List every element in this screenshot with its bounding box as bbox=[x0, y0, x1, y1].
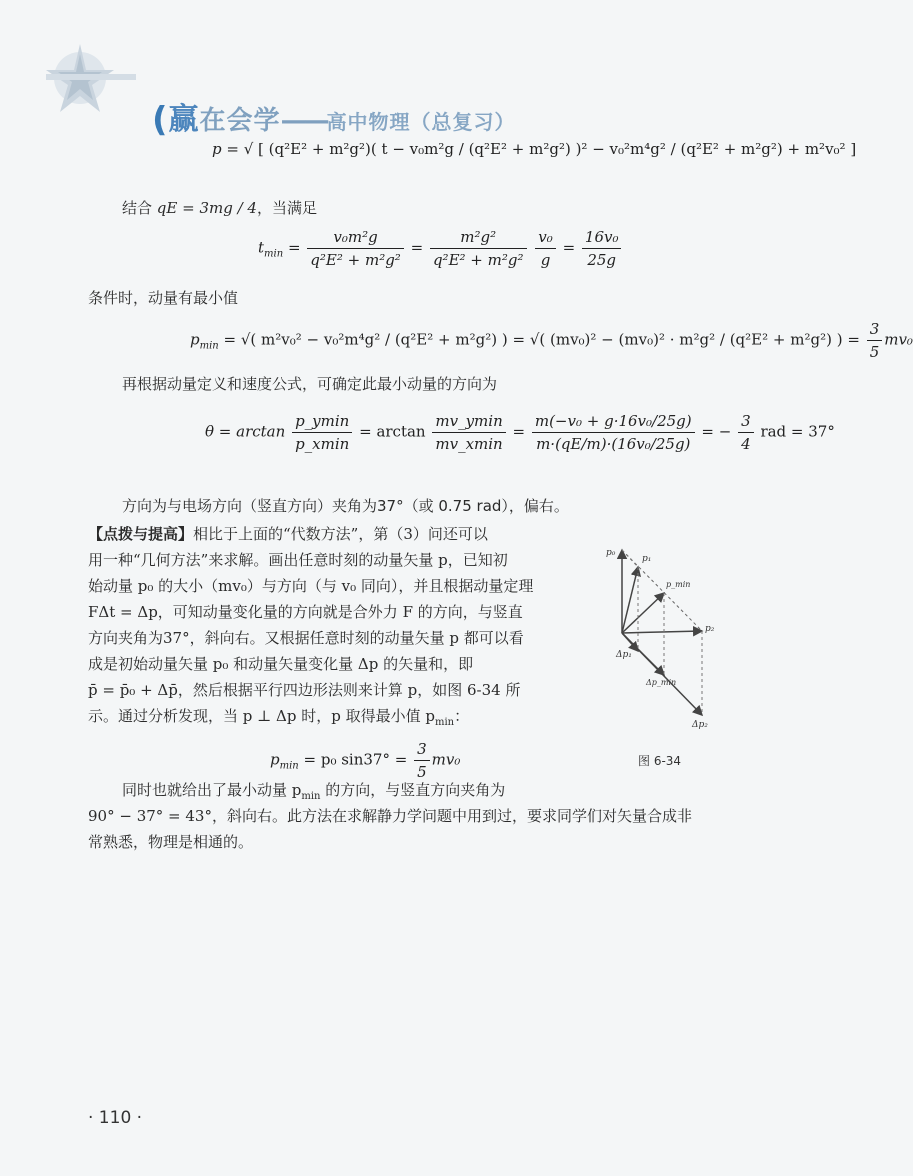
eq2-frac-3-num: v₀ bbox=[535, 228, 556, 249]
figure-caption: 图 6-34 bbox=[638, 754, 682, 768]
text-line-direction-result: 方向为与电场方向（竖直方向）夹角为37°（或 0.75 rad），偏右。 bbox=[122, 497, 569, 515]
eq1-body: √ [ (q²E² + m²g²)( t − v₀m²g / (q²E² + m²g²) )² − v₀²m⁴g² / (q²E² + m²g²) + m²v₀² ] bbox=[243, 140, 857, 158]
eq4-frac-1-den: p_xmin bbox=[295, 435, 350, 453]
close-line-1-text: 同时也就给出了最小动量 p bbox=[122, 781, 302, 799]
eq2-frac-4-den: 25g bbox=[587, 251, 617, 269]
close-line-1-end: 的方向，与竖直方向夹角为 bbox=[320, 781, 506, 799]
text-tip-line-3: 始动量 p₀ 的大小（mv₀）与方向（与 v₀ 同向），并且根据动量定理 bbox=[88, 577, 534, 595]
text-tip-line-5: 方向夹角为37°，斜向右。又根据任意时刻的动量矢量 p 都可以看 bbox=[88, 629, 524, 647]
text-line-direction: 再根据动量定义和速度公式，可确定此最小动量的方向为 bbox=[122, 375, 498, 393]
eq2-lhs: t bbox=[258, 238, 265, 257]
equation-tmin: $t_{min}$ = $\frac{\text{v₀m²g}}{\text{q²E² + m²g²}}$ = $\frac{\text{m²g²}}{\text{q²E² + m²g²}}$ $\frac{\text{v₀}}{g}$ = $\frac{\text{16v₀}}{25g}$ bbox=[258, 228, 623, 269]
eq4-frac-3-num: m(−v₀ + g·16v₀/25g) bbox=[532, 412, 695, 433]
page-number: · 110 · bbox=[88, 1108, 143, 1128]
tip-line-8-end: ： bbox=[454, 707, 470, 725]
text-line-condition: 条件时，动量有最小值 bbox=[88, 289, 239, 307]
label-dp1: Δp₁ bbox=[616, 650, 632, 660]
figure-vector-diagram bbox=[602, 545, 732, 735]
brand-subtitle: 高中物理（总复习） bbox=[326, 110, 516, 134]
eq4-frac-1 bbox=[292, 412, 352, 453]
eq4-frac-4 bbox=[738, 412, 754, 453]
text-tip-line-2: 用一种“几何方法”来求解。画出任意时刻的动量矢量 p，已知初 bbox=[88, 551, 508, 569]
eq3-tail: mv₀ bbox=[884, 330, 913, 349]
eq5-frac-num: 3 bbox=[414, 740, 430, 761]
vector-pmin bbox=[622, 593, 664, 633]
text-tip-line-1 bbox=[88, 524, 488, 544]
text-close-line-3: 常熟悉，物理是相通的。 bbox=[88, 833, 254, 851]
eq4-frac-3 bbox=[532, 412, 695, 453]
eq2-frac-1-den: q²E² + m²g² bbox=[310, 251, 401, 269]
tip-line-8-sub: min bbox=[434, 717, 455, 728]
eq3-lhs: p bbox=[190, 330, 200, 349]
equation-pmin-geometric bbox=[270, 740, 460, 781]
eq5-lhs-sub: min bbox=[279, 760, 299, 772]
eq2-frac-2-num: m²g² bbox=[430, 228, 527, 249]
eq4-frac-2 bbox=[432, 412, 505, 453]
label-dp2: Δp₂ bbox=[692, 720, 708, 730]
text-combine-a: 结合 bbox=[122, 199, 157, 217]
label-dpmin: Δp_min bbox=[646, 678, 677, 687]
tip-line-1-text: 相比于上面的“代数方法”，第（3）问还可以 bbox=[193, 525, 488, 543]
text-combine-formula: qE = 3mg / 4 bbox=[156, 199, 257, 217]
text-tip-line-6: 成是初始动量矢量 p₀ 和动量矢量变化量 Δp 的矢量和，即 bbox=[88, 655, 474, 673]
eq2-frac-3 bbox=[535, 228, 556, 269]
text-close-line-1 bbox=[122, 780, 505, 807]
equation-theta: θ = arctan $\frac{p\_ymin}{p\_xmin}$ = arctan $\frac{mv\_ymin}{mv\_xmin}$ = $\frac{\text{m(−v₀ + g·16v₀/25g)}}{\text{m·(qE/m)·(16v₀/25g)}}$ = − $\frac{3}{4}$ rad = 37° bbox=[205, 412, 835, 453]
eq4-frac-1-num: p_ymin bbox=[292, 412, 352, 433]
equation-momentum bbox=[212, 140, 856, 158]
text-close-line-2: 90° − 37° = 43°，斜向右。此方法在求解静力学问题中用到过，要求同学们对矢量合成非 bbox=[88, 807, 692, 825]
eq5-frac bbox=[414, 740, 430, 781]
eq4-frac-4-num: 3 bbox=[738, 412, 754, 433]
eq4-frac-2-num: mv_ymin bbox=[432, 412, 505, 433]
eq3-lhs-sub: min bbox=[199, 340, 219, 352]
eq2-frac-1 bbox=[307, 228, 404, 269]
eq5-tail: mv₀ bbox=[431, 750, 461, 769]
page-header bbox=[40, 40, 760, 140]
eq2-frac-4-num: 16v₀ bbox=[582, 228, 622, 249]
vector-dp2 bbox=[622, 633, 702, 715]
brand-rest: 在会学 bbox=[199, 106, 281, 136]
tip-line-8-text: 示。通过分析发现，当 p ⊥ Δp 时，p 取得最小值 p bbox=[88, 707, 435, 725]
eq4-lhs: θ = arctan bbox=[205, 422, 286, 441]
eq4-frac-3-den: m·(qE/m)·(16v₀/25g) bbox=[536, 435, 691, 453]
star-ornament-icon bbox=[40, 40, 150, 120]
tip-tag: 【点拨与提高】 bbox=[88, 525, 194, 543]
eq2-frac-4 bbox=[582, 228, 622, 269]
eq4-tail: rad = 37° bbox=[760, 422, 835, 441]
text-tip-line-8 bbox=[88, 706, 469, 733]
eq3-frac-den: 5 bbox=[869, 343, 880, 361]
brand-title bbox=[152, 94, 516, 138]
eq5-lhs: p bbox=[270, 750, 280, 769]
eq4-neg: = − bbox=[701, 422, 732, 441]
label-p2: p₂ bbox=[705, 624, 715, 634]
label-p1: p₁ bbox=[642, 554, 652, 564]
eq3-root-1: √( m²v₀² − v₀²m⁴g² / (q²E² + m²g²) ) bbox=[240, 330, 508, 349]
text-combine-c: ，当满足 bbox=[256, 199, 317, 217]
vector-p2 bbox=[622, 631, 702, 633]
eq3-frac-num: 3 bbox=[867, 320, 883, 341]
eq4-mid: = arctan bbox=[359, 422, 426, 441]
eq5-mid: = p₀ sin37° = bbox=[298, 750, 413, 769]
eq5-frac-den: 5 bbox=[417, 763, 427, 781]
text-tip-line-4: FΔt = Δp，可知动量变化量的方向就是合外力 F 的方向，与竖直 bbox=[88, 603, 523, 621]
text-tip-line-7: p̄ = p̄₀ + Δp̄，然后根据平行四边形法则来计算 p，如图 6-34 所 bbox=[88, 681, 521, 699]
eq2-frac-2 bbox=[430, 228, 527, 269]
brand-paren: ( bbox=[152, 100, 169, 140]
brand-first-char: 赢 bbox=[168, 102, 200, 137]
equation-pmin: $p_{min}$ = √( m²v₀² − v₀²m⁴g² / (q²E² + m²g²) ) = √( (mv₀)² − (mv₀)² · m²g² / (q²E² + m²g²) ) = $\frac{3}{5}$ mv₀ bbox=[190, 320, 913, 361]
eq4-frac-4-den: 4 bbox=[741, 435, 751, 453]
dashed-top bbox=[622, 550, 638, 567]
eq3-root-2: √( (mv₀)² − (mv₀)² · m²g² / (q²E² + m²g²) ) bbox=[529, 330, 843, 349]
label-p0: p₀ bbox=[606, 548, 616, 558]
brand-dash: —— bbox=[280, 106, 327, 136]
eq4-frac-2-den: mv_xmin bbox=[435, 435, 503, 453]
eq2-frac-1-num: v₀m²g bbox=[307, 228, 404, 249]
eq3-frac bbox=[867, 320, 883, 361]
label-pmin: p_min bbox=[666, 580, 691, 589]
eq2-frac-3-den: g bbox=[540, 251, 551, 269]
text-line-combine bbox=[122, 198, 317, 218]
close-line-1-sub: min bbox=[301, 791, 321, 802]
eq2-lhs-sub: min bbox=[264, 248, 284, 260]
vector-dp-direction bbox=[622, 550, 702, 631]
eq1-lhs: p = bbox=[212, 140, 244, 158]
eq2-frac-2-den: q²E² + m²g² bbox=[432, 251, 524, 269]
vector-p1 bbox=[622, 567, 638, 633]
